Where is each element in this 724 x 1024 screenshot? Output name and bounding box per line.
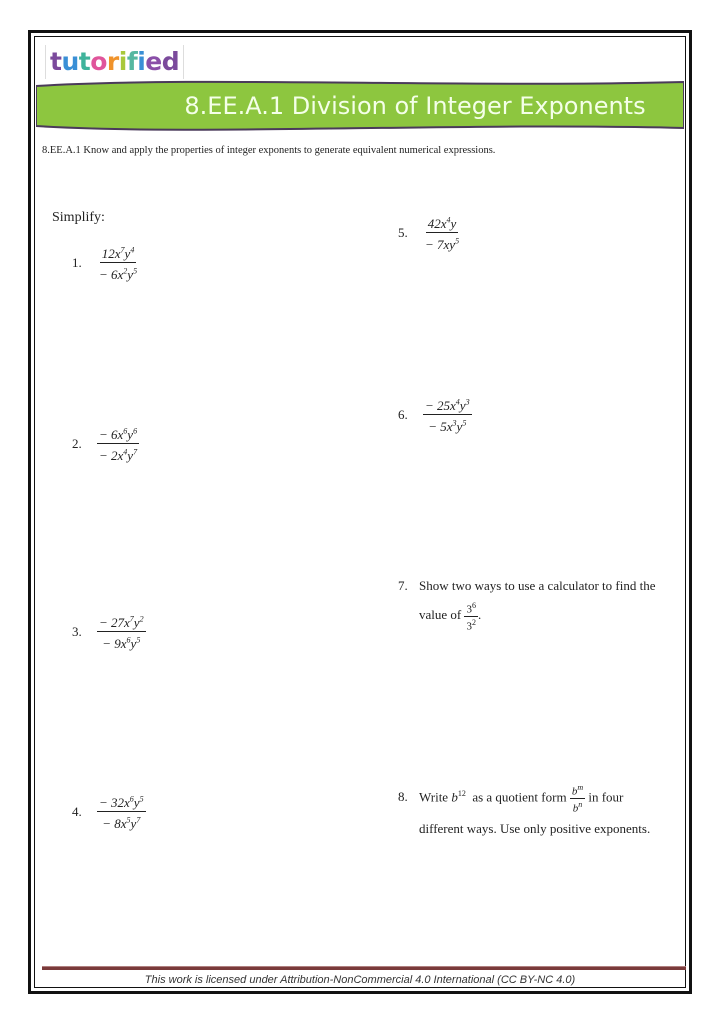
numerator-var-y: y xyxy=(133,615,140,631)
problem-2 xyxy=(72,425,139,463)
page-title: 8.EE.A.1 Division of Integer Exponents xyxy=(184,92,646,120)
fraction xyxy=(97,793,146,831)
problem-8 xyxy=(398,780,683,843)
problem-7 xyxy=(398,572,683,632)
problem-3 xyxy=(72,613,146,651)
problem-number: 1. xyxy=(72,254,82,270)
denominator-exp-x: 3 xyxy=(452,418,457,428)
problem-7-number: 7. xyxy=(398,578,408,593)
fraction xyxy=(97,613,146,651)
frac-bot-base: 3 xyxy=(466,620,472,633)
numerator-coef: 42x xyxy=(427,216,447,232)
denominator-var-y: y xyxy=(130,815,137,831)
numerator xyxy=(423,396,472,415)
denominator-var-y: y xyxy=(127,447,134,463)
fraction xyxy=(423,396,472,434)
numerator-exp-x: 7 xyxy=(120,246,125,255)
frac-top-exp: m xyxy=(577,783,584,793)
denominator-coef: − 9x xyxy=(102,635,127,651)
denominator-coef: − 8x xyxy=(102,815,127,831)
denominator-coef: − 2x xyxy=(99,447,124,463)
numerator xyxy=(97,613,146,632)
footer-rule xyxy=(42,966,686,970)
denominator xyxy=(97,444,139,462)
problem-number: 6. xyxy=(398,406,408,422)
frac-bot-base: b xyxy=(572,802,579,815)
denominator-exp-y: 7 xyxy=(133,447,138,457)
problem-1 xyxy=(72,244,139,282)
numerator-exp-x: 7 xyxy=(129,615,134,624)
numerator-exp-y: 3 xyxy=(465,398,470,407)
frac-bot-exp: n xyxy=(578,799,583,809)
problem-8-pre: Write xyxy=(419,789,449,805)
page-inner-border xyxy=(34,36,686,988)
denominator-coef: − 7xy xyxy=(425,236,456,252)
numerator xyxy=(97,425,139,444)
numerator xyxy=(100,244,137,263)
denominator xyxy=(423,233,461,251)
problem-8-number: 8. xyxy=(398,789,408,805)
denominator-exp-y: 7 xyxy=(136,815,141,825)
denominator xyxy=(100,812,142,830)
logo-letter: i xyxy=(118,47,127,76)
logo-letter: d xyxy=(161,47,180,76)
numerator-var-y: y xyxy=(124,246,131,262)
frac-top-base: 3 xyxy=(466,603,472,616)
numerator-exp-y: 5 xyxy=(139,795,144,804)
problem-5 xyxy=(398,214,461,252)
numerator-coef: − 25x xyxy=(425,398,456,414)
denominator-var-y: y xyxy=(130,635,137,651)
denominator-coef: − 6x xyxy=(99,266,124,282)
numerator-exp-x: 4 xyxy=(455,398,460,407)
numerator-coef: − 32x xyxy=(99,795,130,811)
numerator-coef: − 27x xyxy=(99,615,130,631)
denominator-exp-y: 5 xyxy=(133,266,138,276)
problem-8-line2: different ways. Use only positive exponents. xyxy=(419,820,651,836)
numerator-coef: − 6x xyxy=(99,427,124,443)
logo-letter: e xyxy=(145,47,162,76)
fraction xyxy=(423,214,461,252)
numerator xyxy=(97,793,146,812)
numerator-var-y: y xyxy=(450,216,457,232)
problem-4 xyxy=(72,793,146,831)
numerator-exp-x: 6 xyxy=(129,795,134,804)
logo-letter: f xyxy=(126,47,138,76)
numerator-exp-y: 2 xyxy=(139,615,144,624)
problem-7-line2-post: . xyxy=(477,607,482,623)
problem-8-exp: 12 xyxy=(457,789,466,798)
logo-letter: t xyxy=(50,47,62,76)
logo-letter: o xyxy=(90,47,107,76)
numerator-exp-y: 6 xyxy=(133,427,138,436)
fraction xyxy=(97,425,139,463)
problem-7-fraction xyxy=(464,600,478,632)
denominator xyxy=(97,263,139,281)
fraction xyxy=(97,244,139,282)
logo-letter: u xyxy=(61,47,79,76)
denominator xyxy=(100,632,142,650)
simplify-label: Simplify: xyxy=(52,210,105,225)
denominator-var-y: y xyxy=(127,266,134,282)
license-text: This work is licensed under Attribution-NonCommercial 4.0 International (CC BY-NC 4.0) xyxy=(144,974,576,986)
logo-letter: r xyxy=(106,47,119,76)
numerator-exp-y: 4 xyxy=(130,246,135,255)
numerator-var-y: y xyxy=(459,398,466,414)
numerator-var-y: y xyxy=(133,795,140,811)
problem-number: 5. xyxy=(398,224,408,240)
problem-7-line1: Show two ways to use a calculator to find the xyxy=(419,578,656,593)
numerator-coef: 12x xyxy=(101,246,121,262)
denominator-exp-x: 5 xyxy=(455,236,460,246)
problem-8-fraction xyxy=(570,782,585,814)
standard-description: 8.EE.A.1 Know and apply the properties of integer exponents to generate equivalent numerical expressions. xyxy=(42,145,496,156)
problem-8-base: b xyxy=(451,789,458,805)
denominator-exp-y: 5 xyxy=(462,418,467,428)
problem-number: 4. xyxy=(72,803,82,819)
problem-number: 2. xyxy=(72,435,82,451)
numerator-exp-x: 4 xyxy=(446,216,451,225)
denominator-exp-x: 4 xyxy=(123,447,128,457)
denominator-var-y: y xyxy=(456,418,463,434)
denominator-exp-x: 6 xyxy=(126,635,131,645)
tutorified-logo xyxy=(45,45,184,79)
frac-top-exp: 6 xyxy=(471,601,476,610)
denominator-coef: − 5x xyxy=(428,418,453,434)
frac-top-base: b xyxy=(571,785,578,798)
problem-8-post: in four xyxy=(588,789,624,805)
problem-8-mid: as a quotient form xyxy=(472,789,567,805)
logo-letter: i xyxy=(137,47,146,76)
frac-bot-exp: 2 xyxy=(471,617,476,627)
denominator-exp-x: 5 xyxy=(126,815,131,825)
numerator-var-y: y xyxy=(127,427,134,443)
problem-6 xyxy=(398,396,472,434)
denominator-exp-y: 5 xyxy=(136,635,141,645)
numerator-exp-x: 6 xyxy=(123,427,128,436)
numerator xyxy=(426,214,459,233)
problem-7-line2-pre: value of xyxy=(419,607,462,623)
denominator xyxy=(426,415,468,433)
logo-letter: t xyxy=(78,47,91,76)
problem-number: 3. xyxy=(72,623,82,639)
denominator-exp-x: 2 xyxy=(123,266,128,276)
